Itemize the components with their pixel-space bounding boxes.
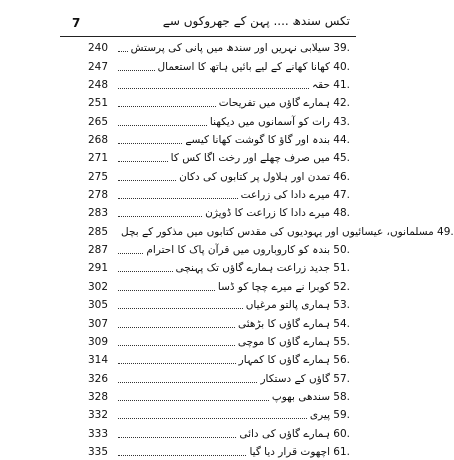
toc-entry [88,166,350,184]
toc-chapter-number: 58. [333,390,350,403]
toc-page-number: 328 [88,390,109,403]
toc-chapter-number: 53. [333,299,350,312]
toc-dot-leader [118,381,257,383]
toc-dot-leader [118,87,309,89]
toc-entry [88,442,350,460]
toc-chapter-title: مسلمانوں، عیسائیوں اور یہودیوں کی مقدس کتابوں میں مذکور کے بچل [121,225,434,238]
toc-entry [88,56,350,74]
toc-entry [88,313,350,331]
toc-chapter-number: 55. [333,335,350,348]
toc-page-number: 287 [88,244,109,257]
toc-entry [88,276,350,294]
toc-chapter-title: ہماری پالتو مرغیاں [245,299,330,312]
toc-chapter-title: میں صرف چھلے اور رخت اگا کس کا [170,152,330,165]
toc-entry [88,240,350,258]
toc-page-number: 251 [88,97,109,110]
toc-chapter-number: 56. [333,354,350,367]
toc-dot-leader [118,124,207,126]
toc-chapter-number: 50. [333,244,350,257]
table-of-contents [88,38,454,460]
toc-entry [88,405,350,423]
toc-dot-leader [118,69,155,71]
toc-chapter-title: بندہ کو کاروباروں میں قرآن پاک کا احترام [146,244,330,257]
toc-dot-leader [118,344,235,346]
toc-dot-leader [118,326,235,328]
toc-chapter-number: 42. [333,97,350,110]
toc-dot-leader [118,270,173,272]
toc-chapter-number: 57. [333,372,350,385]
header-divider [60,36,356,37]
toc-chapter-title: رات کو آسمانوں میں دیکھنا [209,115,330,128]
toc-chapter-number: 41. [333,79,350,92]
toc-entry [88,75,350,93]
toc-page-number: 333 [88,427,109,440]
toc-entry [88,350,350,368]
toc-chapter-title: جدید زراعت ہمارے گاؤں تک پہنچی [175,262,330,275]
toc-entry [88,387,350,405]
toc-page-number: 326 [88,372,109,385]
toc-chapter-title: میرے دادا کی زراعت [240,189,330,202]
toc-entry [88,221,454,239]
toc-chapter-title: کوبرا نے میرے چچا کو ڈسا [217,280,330,293]
toc-dot-leader [118,454,246,456]
toc-chapter-number: 46. [333,170,350,183]
toc-dot-leader [118,399,269,401]
toc-dot-leader [118,197,238,199]
toc-entry [88,332,350,350]
toc-chapter-title: ہمارے گاؤں کا کمہار [238,354,330,367]
toc-chapter-number: 39. [333,42,350,55]
toc-chapter-number: 54. [333,317,350,330]
toc-page-number: 268 [88,134,109,147]
toc-chapter-number: 60. [333,427,350,440]
toc-chapter-title: ہمارے گاؤں میں تفریحات [218,97,330,110]
toc-entry [88,148,350,166]
toc-page-number: 275 [88,170,109,183]
toc-chapter-title: سندھی بھوپ [271,390,330,403]
toc-page-number: 265 [88,115,109,128]
toc-chapter-title: ہمارے گاؤں کا بڑھئی [237,317,330,330]
toc-chapter-number: 40. [333,60,350,73]
toc-dot-leader [118,179,176,181]
toc-chapter-title: تمدن اور ہلاول پر کتابوں کی دکان [179,170,330,183]
toc-chapter-title: سیلابی نہریں اور سندھ میں پانی کی پرستش [130,42,330,55]
toc-page-number: 307 [88,317,109,330]
toc-chapter-title: کھانا کھانے کے لیے بائیں ہاتھ کا استعمال [157,60,330,73]
toc-entry [88,38,350,56]
toc-entry [88,130,350,148]
toc-dot-leader [118,215,202,217]
toc-entry [88,295,350,313]
header-page-number: 7 [72,16,81,30]
toc-chapter-title: بندہ اور گاؤ کا گوشت کھانا کیسے [185,134,330,147]
toc-chapter-number: 47. [333,189,350,202]
toc-page-number: 283 [88,207,109,220]
toc-chapter-title: میرے دادا کا زراعت کا ڈویژن [205,207,330,220]
toc-page-number: 332 [88,409,109,422]
toc-page-number: 309 [88,335,109,348]
toc-page-number: 291 [88,262,109,275]
toc-dot-leader [118,307,243,309]
toc-dot-leader [118,50,128,52]
toc-dot-leader [118,105,216,107]
toc-dot-leader [118,362,236,364]
toc-entry [88,111,350,129]
toc-dot-leader [118,142,182,144]
toc-chapter-title: پیری [309,409,330,422]
toc-entry [88,423,350,441]
toc-page-number: 285 [88,225,109,238]
toc-page-number: 248 [88,79,109,92]
toc-dot-leader [118,160,168,162]
toc-dot-leader [118,252,143,254]
toc-chapter-number: 49. [437,225,454,238]
toc-chapter-number: 45. [333,152,350,165]
toc-page-number: 271 [88,152,109,165]
toc-chapter-number: 48. [333,207,350,220]
toc-page-number: 302 [88,280,109,293]
toc-page-number: 305 [88,299,109,312]
toc-page-number: 240 [88,42,109,55]
toc-chapter-number: 61. [333,445,350,458]
toc-chapter-title: گاؤں کے دستکار [260,372,330,385]
toc-entry [88,185,350,203]
toc-chapter-title: ہمارے گاؤں کا موچی [237,335,330,348]
toc-entry [88,93,350,111]
toc-chapter-title: حقہ [312,79,330,92]
page-header [0,14,416,36]
toc-chapter-number: 44. [333,134,350,147]
toc-page-number: 314 [88,354,109,367]
toc-entry [88,258,350,276]
toc-page-number: 247 [88,60,109,73]
toc-chapter-number: 43. [333,115,350,128]
toc-entry [88,203,350,221]
toc-chapter-title: ہمارے گاؤں کی دائی [239,427,330,440]
toc-entry [88,368,350,386]
toc-dot-leader [118,289,215,291]
toc-chapter-number: 52. [333,280,350,293]
toc-dot-leader [118,417,307,419]
toc-page-number: 335 [88,445,109,458]
toc-page-number: 278 [88,189,109,202]
toc-chapter-title: اچھوت قرار دیا گیا [249,445,330,458]
toc-chapter-number: 59. [333,409,350,422]
toc-dot-leader [118,436,236,438]
header-book-title: تکس سندھ .... پہن کے جھروکوں سے [162,14,350,28]
toc-chapter-number: 51. [333,262,350,275]
